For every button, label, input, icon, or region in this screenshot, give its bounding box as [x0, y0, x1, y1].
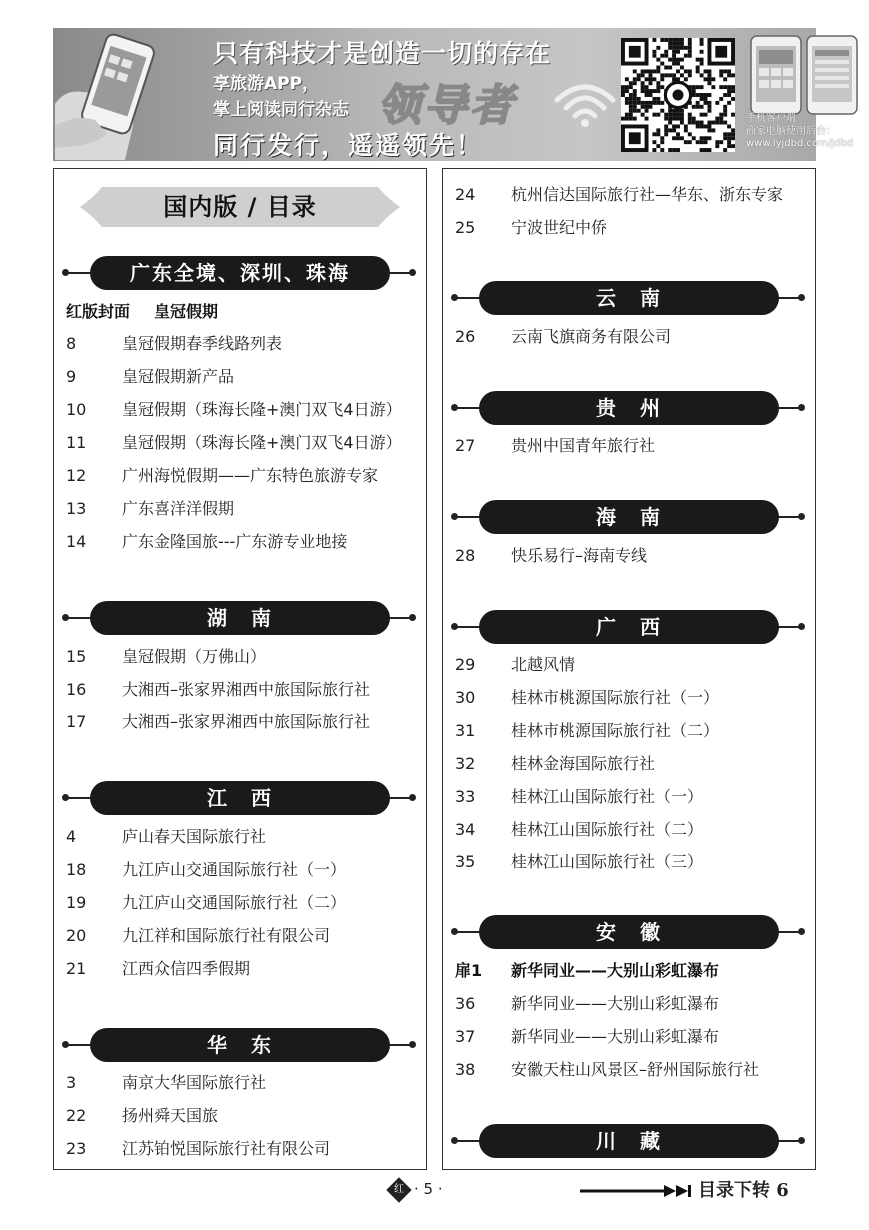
- entry-title: 皇冠假期新产品: [122, 367, 235, 386]
- section-title: 广 西: [479, 610, 779, 644]
- page-number: 13: [66, 499, 87, 518]
- entry-title: 庐山春天国际旅行社: [122, 827, 267, 846]
- section-title: 海 南: [479, 500, 779, 534]
- entry-title: 新华同业——大别山彩虹瀑布: [511, 994, 720, 1013]
- section-header: [451, 915, 805, 949]
- page-number: 21: [66, 959, 87, 978]
- page-number: 37: [455, 1027, 476, 1046]
- section-header: [62, 256, 416, 290]
- banner-slogan: 只有科技才是创造一切的存在: [213, 39, 552, 68]
- continue-label[interactable]: 目录下转 6: [698, 1180, 789, 1201]
- page-number: 32: [455, 754, 476, 773]
- page-number: 18: [66, 860, 87, 879]
- phones-illustration: [747, 34, 859, 114]
- page-number: 30: [455, 688, 476, 707]
- entry-title: 南京大华国际旅行社: [122, 1073, 267, 1092]
- page-number: 12: [66, 466, 87, 485]
- page-number: 24: [455, 185, 476, 204]
- banner-note-line1: 手机客户端: [746, 113, 796, 124]
- banner-app-line2: 掌上阅读同行杂志: [213, 100, 349, 120]
- hand-phone-illustration: [55, 34, 145, 160]
- toc-left-column: [53, 168, 427, 1170]
- page-number: 扉1: [455, 961, 483, 980]
- entry-title: 江苏铂悦国际旅行社有限公司: [122, 1139, 331, 1158]
- toc-title-box: [80, 187, 400, 227]
- section-header: [451, 1124, 805, 1158]
- banner-note-url[interactable]: www.lyjdbd.com/jdbd: [746, 138, 854, 149]
- page-number: 25: [455, 218, 476, 237]
- section-title: 江 西: [90, 781, 390, 815]
- page-number: 35: [455, 852, 476, 871]
- entry-title: 桂林市桃源国际旅行社（二）: [511, 721, 720, 740]
- toc-right-column: [442, 168, 816, 1170]
- entry-title: 云南飞旗商务有限公司: [511, 327, 672, 346]
- entry-title: 快乐易行–海南专线: [511, 546, 648, 565]
- page-number: 20: [66, 926, 87, 945]
- banner-tagline: 同行发行，遥遥领先！: [213, 131, 484, 160]
- entry-title: 广州海悦假期——广东特色旅游专家: [122, 466, 379, 485]
- entry-title: 桂林江山国际旅行社（一）: [511, 787, 704, 806]
- entry-title: 广东金隆国旅---广东游专业地接: [122, 532, 348, 551]
- page-number: 36: [455, 994, 476, 1013]
- section-header: [451, 610, 805, 644]
- entry-title: 杭州信达国际旅行社—华东、浙东专家: [511, 185, 784, 204]
- entry-title: 大湘西–张家界湘西中旅国际旅行社: [122, 680, 371, 699]
- entry-title: 桂林金海国际旅行社: [511, 754, 656, 773]
- page-number: 28: [455, 546, 476, 565]
- page-number: 29: [455, 655, 476, 674]
- banner-note-line2: 商家电脑使用后台：: [746, 125, 836, 137]
- section-title: 安 徽: [479, 915, 779, 949]
- entry-title: 安徽天柱山风景区–舒州国际旅行社: [511, 1060, 760, 1079]
- entry-title: 皇冠假期（万佛山）: [122, 647, 267, 666]
- page-number: 9: [66, 367, 77, 386]
- page-number: 19: [66, 893, 87, 912]
- banner-leader-text: 领导者: [378, 81, 516, 131]
- page-number: 10: [66, 400, 87, 419]
- entry-title: 扬州舜天国旅: [122, 1106, 219, 1125]
- entry-title: 新华同业——大别山彩虹瀑布: [511, 961, 720, 980]
- section-title: 贵 州: [479, 391, 779, 425]
- entry-title: 贵州中国青年旅行社: [511, 436, 656, 455]
- entry-title: 桂林江山国际旅行社（二）: [511, 820, 704, 839]
- page-number: 16: [66, 680, 87, 699]
- entry-title: 北越风情: [511, 655, 576, 674]
- section-header: [451, 500, 805, 534]
- page-number: 26: [455, 327, 476, 346]
- wifi-icon: [551, 78, 619, 128]
- page-number: 38: [455, 1060, 476, 1079]
- qr-code[interactable]: [621, 38, 735, 152]
- toc-title: 国内版 / 目录: [163, 193, 317, 221]
- section-header: [62, 1028, 416, 1062]
- section-title: 广东全境、深圳、珠海: [90, 256, 390, 290]
- page-number: 11: [66, 433, 87, 452]
- page-number: 17: [66, 712, 87, 731]
- page-footer: [390, 1180, 443, 1199]
- page-number: 33: [455, 787, 476, 806]
- entry-title: 九江庐山交通国际旅行社（二）: [122, 893, 347, 912]
- entry-title: 大湘西–张家界湘西中旅国际旅行社: [122, 712, 371, 731]
- entry-title: 皇冠假期春季线路列表: [122, 334, 283, 353]
- entry-title: 皇冠假期（珠海长隆+澳门双飞4日游）: [122, 433, 402, 452]
- page-number-footer: · 5 ·: [414, 1180, 443, 1198]
- page-number: 4: [66, 827, 77, 846]
- page-number: 3: [66, 1073, 77, 1092]
- page-number: 14: [66, 532, 87, 551]
- entry-title: 九江庐山交通国际旅行社（一）: [122, 860, 347, 879]
- page-number: 34: [455, 820, 476, 839]
- entry-title: 新华同业——大别山彩虹瀑布: [511, 1027, 720, 1046]
- entry-title: 九江祥和国际旅行社有限公司: [122, 926, 331, 945]
- page-number: 红版封面: [66, 302, 131, 321]
- section-title: 云 南: [479, 281, 779, 315]
- entry-title: 桂林江山国际旅行社（三）: [511, 852, 704, 871]
- banner-note: [746, 113, 853, 151]
- entry-title: 桂林市桃源国际旅行社（一）: [511, 688, 720, 707]
- section-header: [451, 391, 805, 425]
- banner-app-line1: 享旅游APP，: [213, 74, 320, 94]
- entry-title: 江西众信四季假期: [122, 959, 251, 978]
- arrow-right-icon: [580, 1185, 692, 1197]
- section-title: 华 东: [90, 1028, 390, 1062]
- page-number: 27: [455, 436, 476, 455]
- entry-title: 广东喜洋洋假期: [122, 499, 235, 518]
- entry-title: 皇冠假期（珠海长隆+澳门双飞4日游）: [122, 400, 402, 419]
- section-title: 湖 南: [90, 601, 390, 635]
- entry-title: 皇冠假期: [154, 302, 219, 321]
- section-header: [451, 281, 805, 315]
- section-title: 川 藏: [479, 1124, 779, 1158]
- section-header: [62, 601, 416, 635]
- red-edition-badge: 红: [386, 1177, 411, 1202]
- page-number: 31: [455, 721, 476, 740]
- section-header: [62, 781, 416, 815]
- entry-title: 宁波世纪中侨: [511, 218, 608, 237]
- page-number: 15: [66, 647, 87, 666]
- page-number: 8: [66, 334, 77, 353]
- page-number: 23: [66, 1139, 87, 1158]
- page-number: 22: [66, 1106, 87, 1125]
- ad-banner[interactable]: [53, 28, 854, 161]
